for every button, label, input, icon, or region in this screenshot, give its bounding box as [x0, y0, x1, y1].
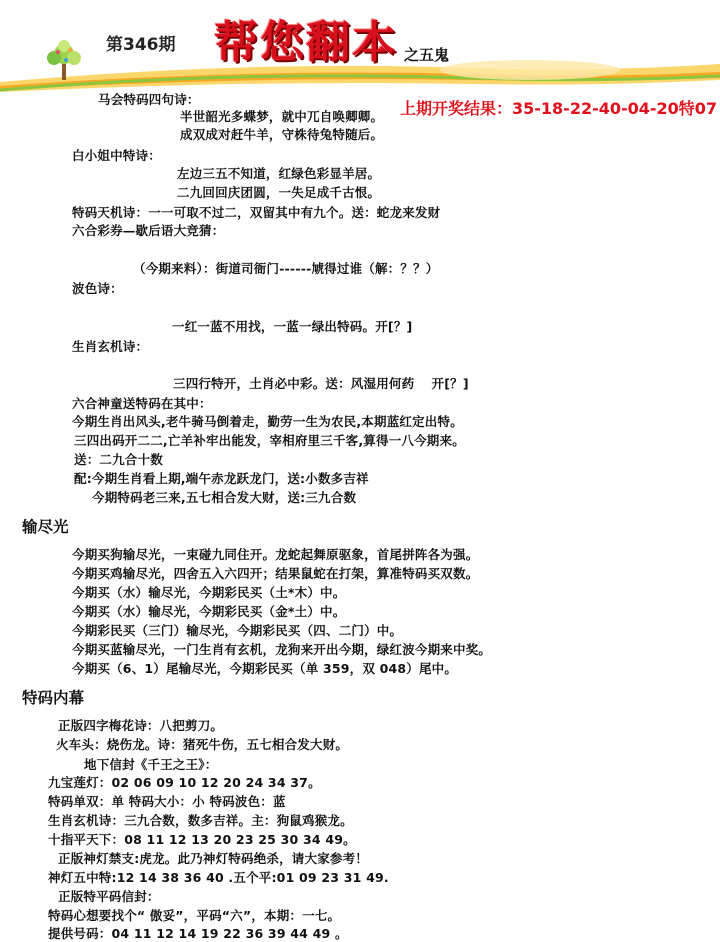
- section-lose: 输尽光: [22, 518, 69, 536]
- text-line: 半世韶光多蝶梦，就中兀自唤卿卿。: [180, 109, 384, 124]
- header-banner: [0, 0, 720, 92]
- text-line: 生肖玄机诗：三九合数，数多吉祥。主：狗鼠鸡猴龙。: [48, 813, 353, 828]
- text-line: 特码心想要找个“ 傲妥”，平码“六”，本期：一七。: [48, 908, 341, 923]
- text-line: 三四行特开，土肖必中彩。送：风湿用何药 开[？]: [173, 376, 469, 391]
- text-line: 特码天机诗：一一可取不过二，双留其中有九个。送：蛇龙来发财: [72, 205, 441, 220]
- text-line: 今期生肖出风头,老牛骑马倒着走，勤劳一生为农民,本期蓝红定出特。: [72, 414, 463, 429]
- text-line: 今期买狗输尽光，一束碰九同住开。龙蛇起舞原驱象，首尾拼阵各为强。: [72, 547, 479, 562]
- text-line: 今期彩民买（三门）输尽光，今期彩民买（四、二门）中。: [72, 623, 403, 638]
- text-line: 生肖玄机诗：: [72, 339, 149, 354]
- section-inside: 特码内幕: [22, 689, 85, 707]
- text-line: 送：二九合十数: [74, 452, 163, 467]
- text-line: 火车头：烧伤龙。诗：猪死牛伤，五七相合发大财。: [56, 737, 349, 752]
- text-line: 今期买（6、1）尾输尽光，今期彩民买（单 359，双 048）尾中。: [72, 661, 458, 676]
- text-line: 六合神童送特码在其中：: [72, 396, 212, 411]
- text-line: 二九回回庆团圆，一失足成千古恨。: [177, 185, 381, 200]
- text-line: 今期买（水）输尽光，今期彩民买（土*木）中。: [72, 585, 346, 600]
- text-line: 成双成对赶牛羊，守株待兔特随后。: [180, 127, 384, 142]
- text-line: 地下信封《千王之王》：: [84, 757, 218, 772]
- text-line: 左边三五不知道，红绿色彩显羊居。: [177, 166, 381, 181]
- text-line: 正版四字梅花诗：八把剪刀。: [58, 718, 224, 733]
- issue-number: 第346期: [106, 35, 176, 55]
- text-line: 六合彩券—歇后语大竞猜：: [72, 223, 225, 238]
- text-line: 特码单双：单 特码大小：小 特码波色：蓝: [48, 794, 286, 809]
- text-line: 马会特码四句诗：: [98, 92, 200, 107]
- brand-suffix: 之五鬼: [404, 46, 450, 64]
- text-line: 波色诗：: [72, 281, 123, 296]
- last-result: 上期开奖结果：35-18-22-40-04-20特07: [400, 99, 718, 118]
- text-line: 九宝莲灯：02 06 09 10 12 20 24 34 37。: [48, 775, 321, 790]
- text-line: 十指平天下：08 11 12 13 20 23 25 30 34 49。: [48, 832, 356, 847]
- text-line: 正版特平码信封：: [58, 889, 160, 904]
- text-line: 今期买（水）输尽光，今期彩民买（金*土）中。: [72, 604, 346, 619]
- text-line: 今期特码老三来,五七相合发大财，送:三九合数: [92, 490, 357, 505]
- text-line: 今期买鸡输尽光，四舍五入六四开；结果鼠蛇在打架，算准特码买双数。: [72, 566, 479, 581]
- brand-title: 帮您翻本: [214, 17, 398, 68]
- text-line: 提供号码：04 11 12 14 19 22 36 39 44 49 。: [48, 926, 348, 941]
- text-line: （今期来料）：街道司衙门------虓得过谁（解：？？）: [133, 261, 439, 276]
- text-line: 白小姐中特诗：: [72, 148, 161, 163]
- text-line: 今期买蓝输尽光，一门生肖有玄机，龙狗来开出今期，绿红波今期来中奖。: [72, 642, 492, 657]
- tree-icon: [40, 36, 88, 84]
- text-line: 正版神灯禁支:虎龙。此乃神灯特码绝杀，请大家参考！: [58, 851, 368, 866]
- text-line: 三四出码开二二,亡羊补牢出能发，宰相府里三千客,算得一八今期来。: [74, 433, 465, 448]
- text-line: 配:今期生肖看上期,端午赤龙跃龙门，送:小数多吉祥: [74, 471, 369, 486]
- text-line: 神灯五中特:12 14 38 36 40 .五个平:01 09 23 31 49.: [48, 870, 389, 885]
- text-line: 一红一蓝不用找，一蓝一绿出特码。开[？]: [172, 319, 413, 334]
